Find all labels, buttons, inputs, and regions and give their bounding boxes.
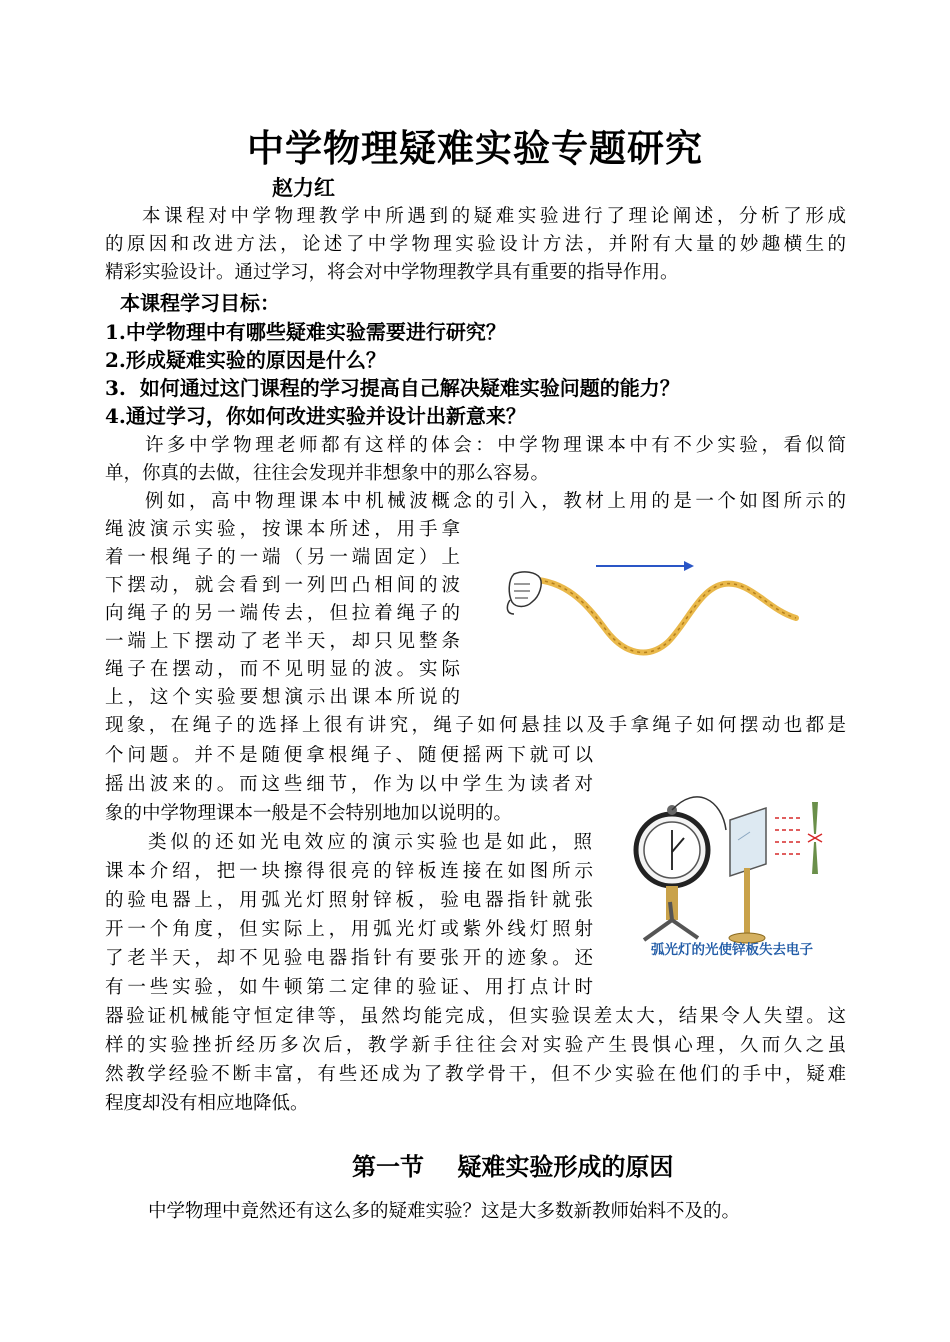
body-line-3: 例如，高中物理课本中机械波概念的引入，教材上用的是一个如图所示的: [145, 491, 846, 512]
body-line-7: 向绳子的另一端传去，但拉着绳子的: [105, 603, 460, 624]
goal-item-3: 3. 如何通过这门课程的学习提高自己解决疑难实验问题的能力？: [105, 376, 680, 400]
figure-caption: 弧光灯的光使锌板失去电子: [651, 942, 813, 958]
body-line-21: 器验证机械能守恒定律等，虽然均能完成，但实验误差太大，结果令人失望。这: [105, 1006, 846, 1027]
body-line-12: 个问题。并不是随便拿根绳子、随便摇两下就可以: [105, 745, 593, 766]
arc-lamp-icon: [808, 802, 822, 874]
body-line-8: 一端上下摆动了老半天，却只见整条: [105, 631, 460, 652]
goals-heading: 本课程学习目标：: [120, 291, 280, 315]
body-line-22: 样的实验挫折经历多次后，教学新手往往会对实验产生畏惧心理，久而久之虽: [105, 1035, 846, 1056]
body-line-6: 下摆动，就会看到一列凹凸相间的波: [105, 575, 460, 596]
body-line-16: 课本介绍，把一块擦得很亮的锌板连接在如图所示: [105, 861, 593, 882]
arrow-icon: [596, 561, 694, 571]
light-rays: [772, 818, 800, 854]
body-line-2: 单，你真的去做，往往会发现并非想象中的那么容易。: [105, 463, 550, 484]
goal-item-4: 4.通过学习，你如何改进实验并设计出新意来？: [105, 404, 526, 428]
body-line-14: 象的中学物理课本一般是不会特别地加以说明的。: [105, 803, 513, 824]
intro-line-2: 的原因和改进方法，论述了中学物理实验设计方法，并附有大量的妙趣横生的: [105, 234, 846, 255]
body-line-10: 上，这个实验要想演示出课本所说的: [105, 687, 460, 708]
goal-item-2: 2.形成疑难实验的原因是什么？: [105, 348, 386, 372]
section-first-line: 中学物理中竟然还有这么多的疑难实验？这是大多数新教师始料不及的。: [148, 1201, 741, 1222]
body-line-11: 现象，在绳子的选择上很有讲究，绳子如何悬挂以及手拿绳子如何摆动也都是: [105, 715, 846, 736]
intro-line-1: 本课程对中学物理教学中所遇到的疑难实验进行了理论阐述，分析了形成: [142, 206, 846, 227]
body-line-19: 了老半天，却不见验电器指针有要张开的迹象。还: [105, 948, 593, 969]
goal-item-1: 1.中学物理中有哪些疑难实验需要进行研究？: [105, 320, 506, 344]
body-line-15: 类似的还如光电效应的演示实验也是如此，照: [148, 832, 592, 853]
hand-icon: [507, 572, 541, 614]
body-line-5: 着一根绳子的一端（另一端固定）上: [105, 547, 460, 568]
zinc-plate-icon: [729, 808, 766, 943]
body-line-1: 许多中学物理老师都有这样的体会：中学物理课本中有不少实验，看似简: [145, 435, 846, 456]
rope-wave-figure: [500, 548, 810, 668]
body-line-13: 摇出波来的。而这些细节，作为以中学生为读者对: [105, 774, 593, 795]
electroscope-icon: [636, 805, 708, 940]
section-title: 第一节 疑难实验形成的原因: [352, 1153, 674, 1181]
body-line-17: 的验电器上，用弧光灯照射锌板，验电器指针就张: [105, 890, 593, 911]
body-line-20: 有一些实验，如牛顿第二定律的验证、用打点计时: [105, 977, 593, 998]
body-line-9: 绳子在摆动，而不见明显的波。实际: [105, 659, 460, 680]
author-name: 赵力红: [272, 175, 335, 200]
intro-line-3: 精彩实验设计。通过学习，将会对中学物理教学具有重要的指导作用。: [105, 262, 679, 283]
page-title: 中学物理疑难实验专题研究: [247, 127, 703, 170]
body-line-23: 然教学经验不断丰富，有些还成为了教学骨干，但不少实验在他们的手中，疑难: [105, 1064, 846, 1085]
body-line-18: 开一个角度，但实际上，用弧光灯或紫外线灯照射: [105, 919, 593, 940]
rope-wave: [538, 580, 796, 652]
body-line-24: 程度却没有相应地降低。: [105, 1093, 309, 1114]
body-line-4: 绳波演示实验，按课本所述，用手拿: [105, 519, 460, 540]
